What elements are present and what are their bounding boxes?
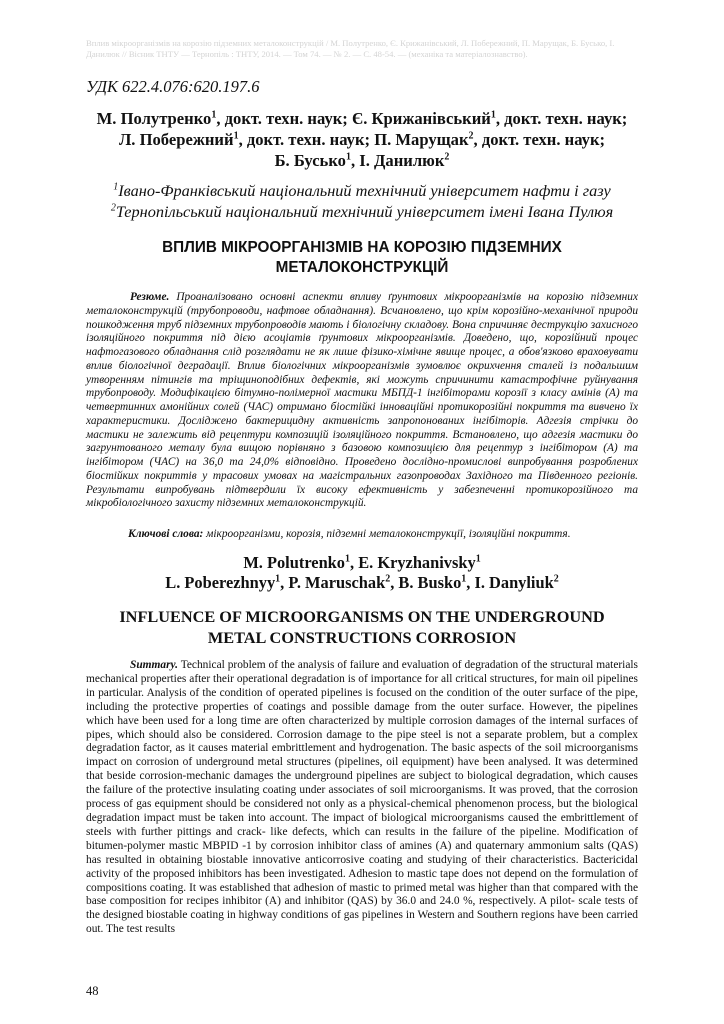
authors-english [86, 553, 638, 593]
author-affiliation-mark: 2 [444, 151, 450, 163]
affiliation-text: Тернопільський національний технічний університет імені Івана Пулюя [115, 202, 614, 221]
author-text: , докт. техн. наук; [495, 109, 628, 128]
author-text: , докт. техн. наук; [473, 130, 606, 149]
page-number: 48 [86, 984, 99, 998]
author-affiliation-mark: 1 [461, 573, 467, 585]
author-affiliation-mark: 1 [475, 553, 481, 565]
summary-english [86, 659, 638, 937]
affiliation-mark: 1 [113, 181, 119, 193]
authors-ua-line-1 [86, 108, 638, 129]
authors-en-line-1 [86, 553, 638, 573]
abstract-label: Резюме. [130, 291, 170, 303]
author-text: , P. Maruschak [280, 573, 386, 592]
keywords-text: мікроорганізми, корозія, підземні металоконструкції, ізоляційні покриття. [203, 528, 571, 540]
author-text: Л. Побережний [118, 130, 234, 149]
author-affiliation-mark: 2 [385, 573, 391, 585]
author-text: , І. Данилюк [350, 151, 445, 170]
affiliation-1 [86, 180, 638, 201]
author-affiliation-mark: 1 [233, 130, 239, 142]
paper-title-english [86, 606, 638, 648]
author-text: , докт. техн. наук; П. Марущак [238, 130, 469, 149]
author-text: , E. Kryzhanivsky [350, 553, 476, 572]
title-en-line-2: METAL CONSTRUCTIONS CORROSION [207, 628, 517, 647]
title-en-line-1: INFLUENCE OF MICROORGANISMS ON THE UNDERGROUND [119, 607, 605, 626]
author-text: , B. Busko [390, 573, 462, 592]
author-text: М. Полутренко [96, 109, 212, 128]
affiliation-2 [86, 201, 638, 222]
author-text: , I. Danyliuk [466, 573, 554, 592]
keywords-ukrainian [86, 527, 638, 541]
authors-ukrainian [86, 108, 638, 171]
author-text: , докт. техн. наук; Є. Крижанівський [216, 109, 491, 128]
title-ua-line-2: МЕТАЛОКОНСТРУКЦІЙ [275, 259, 449, 276]
abstract-ukrainian [86, 291, 638, 511]
affiliations [86, 180, 638, 222]
authors-ua-line-2 [86, 129, 638, 150]
summary-text: Technical problem of the analysis of failure and evaluation of degradation of the structural materials mechanical properties after their operational degradation is of importance for all critical structures, for main oil pipelines in particular. Analysis of the condition of operated pipelines is focused on the condition of the outer surface of the pipe, including the protective properties of coatings and possible damage from the outer surface. However, the pipelines which have been used for a long time are often characterized by multiple corrosion damages of the internal surfaces of pipes, which should also be considered. Corrosion damage to the pipe steel is not a separate problem, but a complex degradation factor, as it causes material embrittlement and hydrogenation. The basic aspects of the soil microorganisms impact on corrosion of underground metal structures (pipelines, oil equipment) have been analysed. It was determined that beside corrosion-mechanic damages the underground pipelines are subject to biological degradation, which causes the failure of the protective insulating coating under associates of soil microorganisms. It was proved, that the corrosion process of gas equipment should be considered not only as a physical-chemical phenomenon process, but the biological degradation impact must be taken into account. The impact of biological microorganisms caused the embrittlement of steels with further pittings and crack- like defects, which can results in the failure of the pipeline. Modification of bitumen-polymer mastic MBPID -1 by corrosion inhibitor class of amines (A) and quaternary ammonium salts (QAS) has resulted in obtaining biostable innovative anticorrosive coating and studying of their characteristics. Bactericidal activity of the proposed inhibitors has been investigated. Adhesion to mastic tape does not depend on the formulation of compositions coating. It was established that adhesion of mastic to primed metal was higher than that compared with the base composition for recipes inhibitor (A) and inhibitor (QAS) by 36.0 and 24.0 %, respectively. A pilot- scale tests of the designed biostable coating in highway conditions of gas pipelines in Western and Southern regions have been carried out. The test results [86, 659, 638, 936]
author-text: Б. Бусько [274, 151, 346, 170]
author-affiliation-mark: 1 [211, 109, 217, 121]
title-ua-line-1: ВПЛИВ МІКРООРГАНІЗМІВ НА КОРОЗІЮ ПІДЗЕМНИХ [162, 239, 562, 256]
author-affiliation-mark: 1 [275, 573, 281, 585]
affiliation-mark: 2 [110, 202, 116, 214]
author-affiliation-mark: 1 [345, 553, 350, 565]
paper-title-ukrainian [86, 238, 638, 278]
author-affiliation-mark: 2 [553, 573, 559, 585]
citation-header: Вплив мікроорганізмів на корозію підземних металоконструкцій / М. Полутренко, Є. Крижанівський, Л. Побережний, П. Марущак, Б. Бусько, І. Данилюк // Вісник ТНТУ — Тернопіль : ТНТУ, 2014. — Том 74. — № 2. — С. 48-54. — (механіка та матеріалознавство). [86, 38, 615, 59]
author-text: M. Polutrenko [243, 553, 345, 572]
authors-ua-line-3 [86, 150, 638, 171]
keywords-label: Ключові слова: [128, 528, 204, 540]
author-affiliation-mark: 1 [490, 109, 496, 121]
udk-code: УДК 622.4.076:620.197.6 [86, 77, 260, 96]
abstract-text: Проаналізовано основні аспекти впливу ґрунтових мікроорганізмів на корозію підземних металоконструкцій (трубопроводи, нафтове обладнання). Всчановлено, що крім корозійно-механічної природи пошкодження труб підземних трубопроводів мають і біологічну складову. Вона спричиняє деструкцію захисного ізоляційного покриття під дією асоціатів ґрунтових мікроорганізмів. Доведено, що, корозійний процес нафтогазового обладнання слід розглядати не як лише фізико-хімічне явище процес, а обов'язково враховувати вплив біологічної деградації. Вплив біологічних мікроорганізмів зумовлює окрихчення сталей із подальшим утворенням пітингів та тріщиноподібних дефектів, які можуть спричинити катастрофічне руйнування трубопроводу. Модифікацією бітумно-полімерної мастики МБПД-1 інгібіторами корозії з класу амінів (А) та четвертинних амонійних солей (ЧАС) отримано біостійкі інноваційні протикорозійні покриття та вивчено їх характеристики. Досліджено бактерицидну активність запропонованих інгібіторів. Адгезія стрічки до мастики не залежить від рецептури композицій ізоляційного покриття. Встановлено, що адгезія мастики до загрунтованого металу була вищою порівняно з базовою композицією для рецептур з інгібітором (А) та інгібітором (ЧАС) на 36,0 та 24,0% відповідно. Проведено дослідно-промислові випробування розроблених біостійких покриттів у трасових умовах на магістральних газопроводах Західного та Південного регіонів. Результати випробувань підтвердили їх високу ефективність у забезпеченні протикорозійного та мікробіологічного захисту підземних металоконструкцій. [86, 291, 638, 510]
author-affiliation-mark: 2 [468, 130, 474, 142]
summary-label: Summary. [130, 659, 178, 671]
authors-en-line-2 [86, 573, 638, 593]
affiliation-text: Івано-Франківський національний технічний університет нафти і газу [118, 181, 611, 200]
author-affiliation-mark: 1 [345, 151, 351, 163]
author-text: L. Poberezhnyy [165, 573, 276, 592]
